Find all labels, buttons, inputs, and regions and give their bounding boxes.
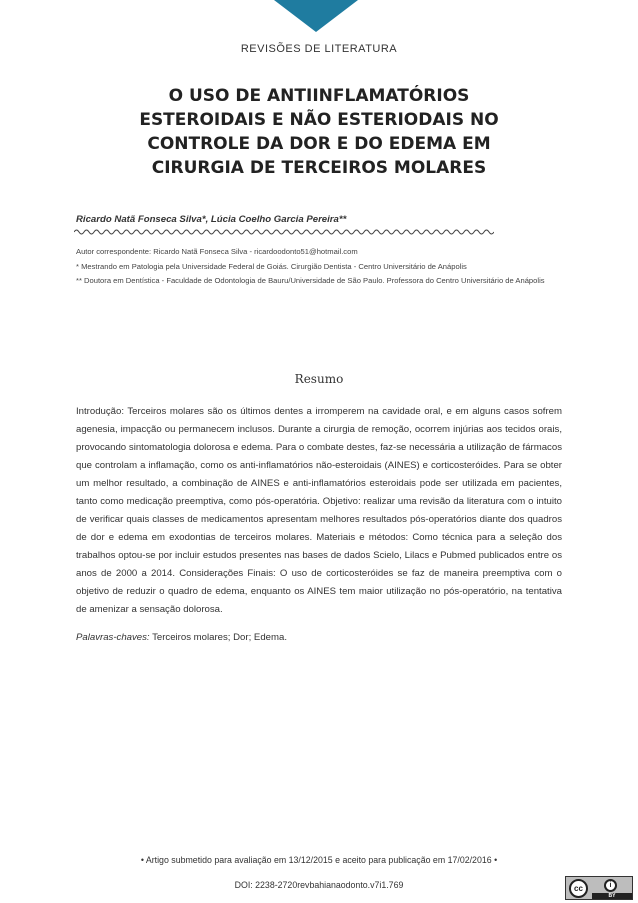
corresponding-author: Autor correspondente: Ricardo Natã Fonseca Silva - ricardoodonto51@hotmail.com	[76, 247, 358, 256]
keywords-label: Palavras-chaves:	[76, 632, 150, 643]
keywords	[76, 632, 562, 643]
authors: Ricardo Natã Fonseca Silva*, Lúcia Coelho Garcia Pereira**	[76, 214, 347, 225]
title-line: ESTEROIDAIS E NÃO ESTERIODAIS NO	[139, 110, 499, 130]
attribution-icon: i	[604, 879, 617, 892]
abstract-heading: Resumo	[294, 372, 344, 386]
by-label: BY	[608, 893, 616, 899]
cc-by-license-badge[interactable]	[565, 876, 633, 900]
header-triangle-decoration	[274, 0, 358, 32]
title-line: CIRURGIA DE TERCEIROS MOLARES	[151, 158, 487, 178]
author-notes	[76, 246, 546, 290]
affiliation-1: * Mestrando em Patologia pela Universidade Federal de Goiás. Cirurgião Dentista - Centro Universitário de Anápolis	[76, 261, 467, 271]
doi: DOI: 2238-2720revbahianaodonto.v7i1.769	[234, 880, 404, 890]
wavy-divider	[74, 228, 494, 236]
cc-icon: cc	[569, 879, 588, 898]
abstract-text: Introdução: Terceiros molares são os últimos dentes a irromperem na cavidade oral, e em alguns casos sofrem agenesia, impacção ou permanecem inclusos. Durante a cirurgia de remoção, ocorrem injúrias aos tecidos orais, provocando sintomatologia dolorosa e edema. Para o combate destes, faz-se necessária a utilização de fármacos que controlam a inflamação, como os anti-inflamatórios não-esteroidais (AINES) e corticosteróides. Para se obter um melhor resultado, a combinação de AINES e anti-inflamatórios esteroidais pode ser utilizada em pacientes, tanto como medicação preemptiva, como pós-operatória. Objetivo: realizar uma revisão da literatura com o intuito de verificar quais classes de medicamentos apresentam melhores resultados pós-operatórios diante dos quadros de dor e edema em exodontias de terceiros molares. Materiais e métodos: Como técnica para a seleção dos trabalhos optou-se por incluir estudos presentes nas bases de dados Scielo, Lilacs e Pubmed publicados entre os anos de 2000 a 2014. Considerações Finais: O uso de corticosteróides se faz de maneira preemptiva com o objetivo de reduzir o quadro de edema, enquanto os AINES tem maior utilização no pós-operatório, na tentativa de amenizar a sensação dolorosa.	[76, 406, 562, 615]
submission-note: • Artigo submetido para avaliação em 13/12/2015 e aceito para publicação em 17/02/2016 •	[140, 855, 498, 865]
article-title	[90, 84, 548, 180]
affiliation-2: ** Doutora em Dentística - Faculdade de Odontologia de Bauru/Universidade de São Paulo. Professora do Centro Universitário de Anápolis	[76, 276, 545, 285]
title-line: O USO DE ANTIINFLAMATÓRIOS	[168, 86, 470, 106]
section-label: REVISÕES DE LITERATURA	[240, 43, 398, 55]
title-line: CONTROLE DA DOR E DO EDEMA EM	[147, 134, 491, 154]
keywords-value: Terceiros molares; Dor; Edema.	[152, 632, 287, 643]
